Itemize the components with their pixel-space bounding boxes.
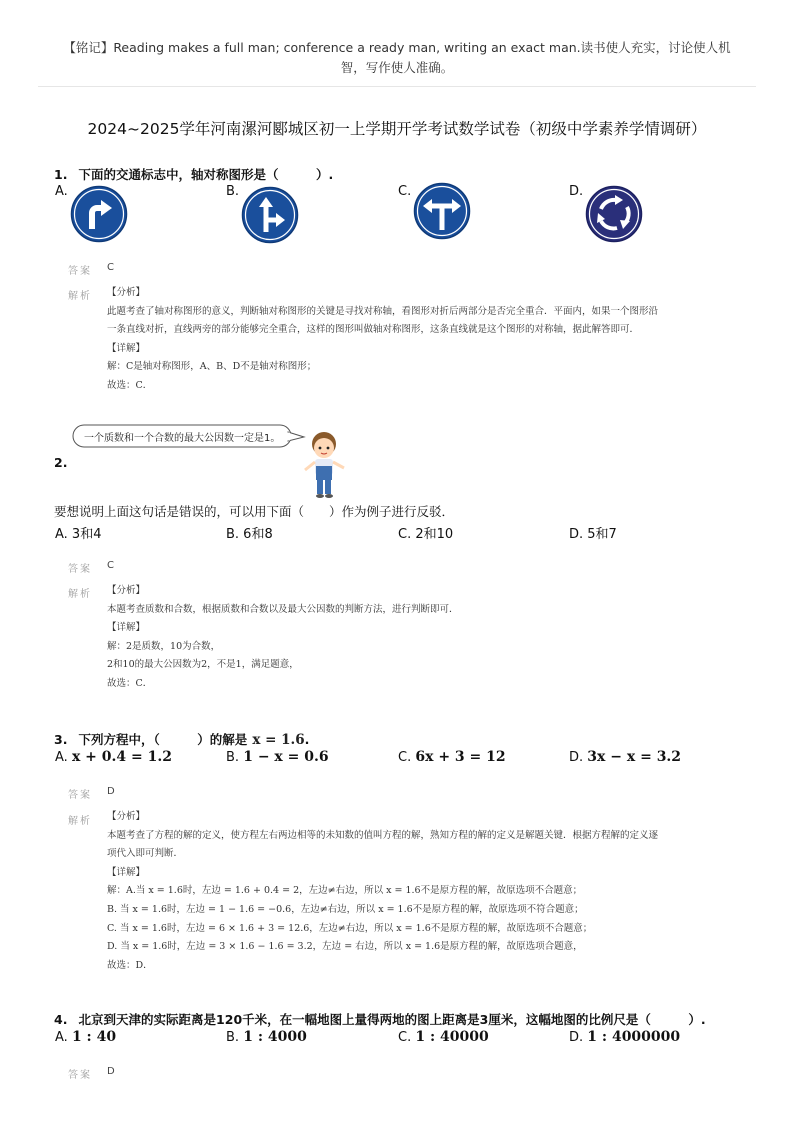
option-math: 1 : 40 [71,1029,117,1045]
option-letter: D. [569,750,584,765]
left-or-right-sign-icon [413,182,471,240]
explanation-line: B. 当 x = 1.6时，左边 = 1 − 1.6 = −0.6，左边≠右边，所以 x = 1.6不是原方程的解，故原选项不符合题意； [107,903,584,915]
q3-explanation [107,808,658,975]
q4-option-d [569,1029,680,1045]
explanation-line: 解：A.当 x = 1.6时，左边 = 1.6 + 0.4 = 2，左边≠右边，所以 x = 1.6不是原方程的解，故原选项不合题意； [107,885,583,897]
q3-option-b [226,749,329,765]
explanation-line: 此题考查了轴对称图形的意义，判断轴对称图形的关键是寻找对称轴，看图形对折后两部分是否完全重合．平面内，如果一个图形沿 [107,305,659,317]
analysis-label: 解析 [68,291,92,302]
option-letter: A. [55,1030,68,1045]
explanation-line: 本题考查了方程的解的定义，使方程左右两边相等的未知数的值叫方程的解，熟知方程的解的定义是解题关键．根据方程解的定义逐 [107,829,659,841]
option-letter: C. [398,1030,412,1045]
option-math: 6x + 3 = 12 [415,749,506,765]
q4-option-b [226,1029,307,1045]
option-math: 3x − x = 3.2 [587,749,682,765]
question-stem: 北京到天津的实际距离是120千米，在一幅地图上量得两地的图上距离是3厘米，这幅地图的比例尺是（ ）. [78,1012,706,1027]
option-letter: B. [226,750,240,765]
answer-value: D [107,786,115,797]
roundabout-sign-icon [585,185,643,243]
q2-option-d: D. 5和7 [569,527,617,542]
option-letter: A. [55,750,68,765]
explanation-line: 故选：D． [107,959,153,971]
question-4 [54,1009,706,1028]
explanation-line: 【分析】 [107,585,146,596]
header-divider [38,86,756,87]
option-math: 1 : 4000000 [587,1029,681,1045]
q4-option-a [55,1029,116,1045]
explanation-line: 【详解】 [107,342,146,354]
answer-label: 答案 [68,266,92,277]
option-math: 1 : 40000 [415,1029,489,1045]
explanation-line: 故选：C． [107,379,153,391]
q2-option-a: A. 3和4 [55,527,102,542]
explanation-line: 【详解】 [107,866,146,878]
q2-option-b: B. 6和8 [226,527,273,542]
q1-explanation [107,284,658,396]
q3-option-c [398,749,506,765]
option-math: 1 : 4000 [243,1029,307,1045]
straight-or-right-sign-icon [241,186,299,244]
q2-option-c: C. 2和10 [398,527,454,542]
q1-option-c-letter: C. [398,184,412,199]
question-stem: 下列方程中，（ ）的解是 [78,732,248,747]
boy-illustration [302,430,352,506]
question-number: 2. [54,455,68,470]
question-stem-math: x = 1.6 [252,732,305,748]
explanation-line: 解：C是轴对称图形，A、B、D不是轴对称图形； [107,361,317,373]
page-title: 2024~2025学年河南漯河郾城区初一上学期开学考试数学试卷（初级中学素养学情调研） [87,120,707,138]
answer-label: 答案 [68,1070,92,1081]
q1-option-a-letter: A. [55,184,68,199]
analysis-label: 解析 [68,589,92,600]
q4-option-c [398,1029,489,1045]
question-number: 4. [54,1012,68,1027]
question-stem: 要想说明上面这句话是错误的，可以用下面（ ）作为例子进行反驳． [54,504,455,519]
question-stem-end: . [304,732,310,747]
question-number: 1. [54,167,68,182]
explanation-line: 【分析】 [107,811,146,822]
q1-option-b-letter: B. [226,184,240,199]
explanation-line: 本题考查质数和合数，根据质数和合数以及最大公因数的判断方法，进行判断即可． [107,603,459,615]
option-math: x + 0.4 = 1.2 [71,749,172,765]
answer-value: D [107,1066,115,1077]
speech-bubble [72,424,294,448]
explanation-line: 解：2是质数，10为合数， [107,640,221,652]
explanation-line: 故选：C． [107,677,153,689]
option-math: 1 − x = 0.6 [243,749,329,765]
explanation-line: 【分析】 [107,287,146,298]
explanation-line: 2和10的最大公因数为2，不是1，满足题意， [107,659,299,671]
explanation-line: 项代入即可判断． [107,848,184,860]
motto-line-2: 智，写作使人准确。 [340,60,454,75]
answer-label: 答案 [68,790,92,801]
question-1 [54,164,333,183]
motto-line-1: 【铭记】Reading makes a full man; conference a ready man, writing an exact man.读书使人充实，讨论使人机 [63,40,731,55]
answer-label: 答案 [68,564,92,575]
analysis-label: 解析 [68,816,92,827]
bubble-text: 一个质数和一个合数的最大公因数一定是1。 [84,433,281,444]
answer-value: C [107,560,114,571]
question-number: 3. [54,732,68,747]
option-letter: B. [226,1030,240,1045]
q3-option-a [55,749,172,765]
motto [30,38,764,78]
explanation-line: 【详解】 [107,622,146,634]
answer-value: C [107,262,114,273]
turn-right-sign-icon [70,185,128,243]
q1-option-d-letter: D. [569,184,584,199]
option-letter: D. [569,1030,584,1045]
explanation-line: C. 当 x = 1.6时，左边 = 6 × 1.6 + 3 = 12.6，左边≠右边，所以 x = 1.6不是原方程的解，故原选项不合题意； [107,922,593,934]
question-stem: 下面的交通标志中，轴对称图形是（ ）. [78,167,334,182]
q2-explanation [107,582,459,694]
question-3 [54,729,309,748]
option-letter: C. [398,750,412,765]
explanation-line: 一条直线对折，直线两旁的部分能够完全重合，这样的图形叫做轴对称图形，这条直线就是这个图形的对称轴，据此解答即可． [107,324,640,336]
explanation-line: D. 当 x = 1.6时，左边 = 3 × 1.6 − 1.6 = 3.2，左边 = 右边，所以 x = 1.6是原方程的解，故原选项合题意， [107,941,583,953]
q3-option-d [569,749,681,765]
